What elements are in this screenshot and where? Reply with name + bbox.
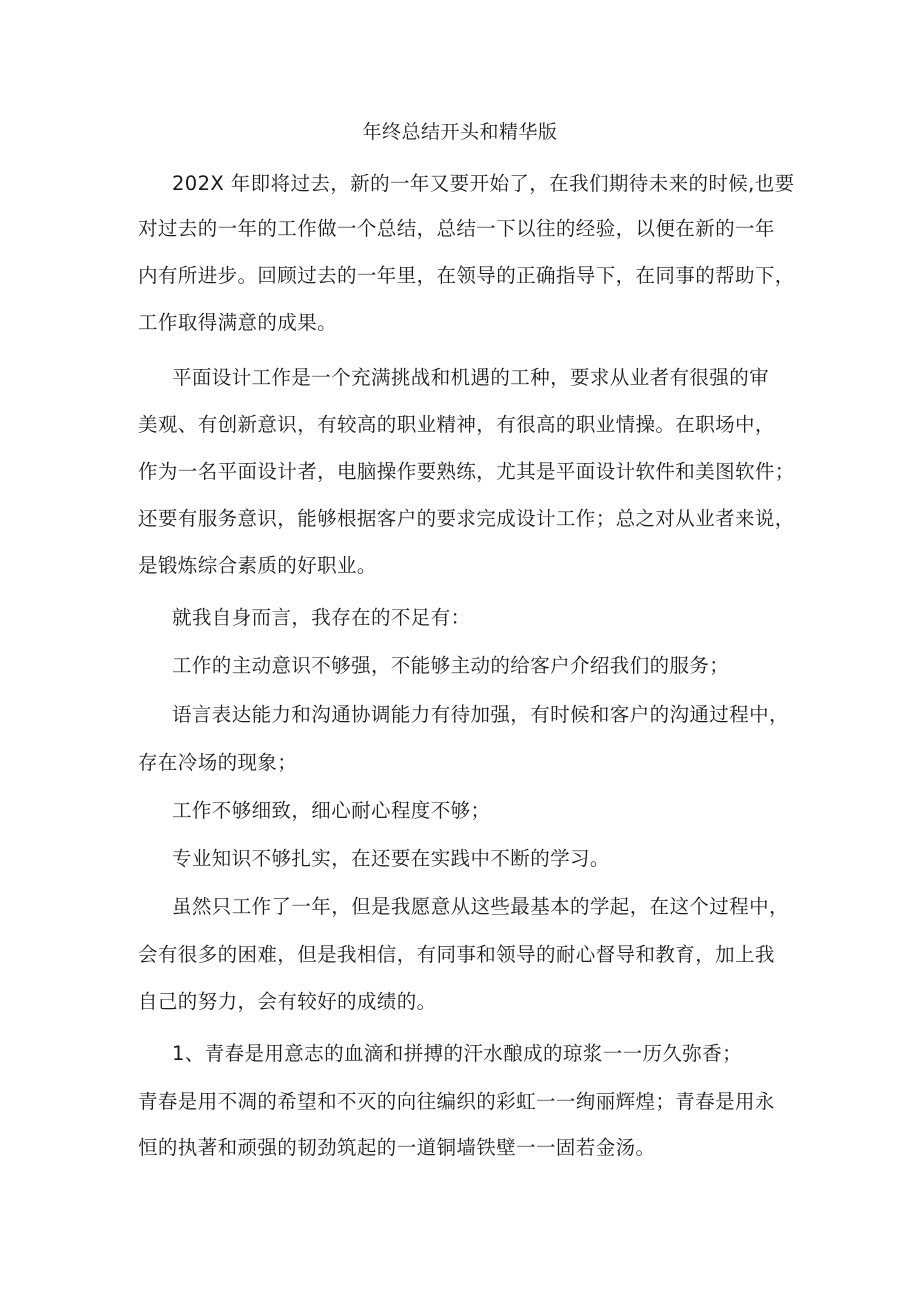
paragraph-line: 虽然只工作了一年，但是我愿意从这些最基本的学起，在这个过程中， bbox=[172, 895, 789, 918]
paragraph-line: 202X 年即将过去，新的一年又要开始了，在我们期待未来的时候,也要 bbox=[172, 172, 795, 195]
paragraph-line: 就我自身而言，我存在的不足有： bbox=[172, 606, 471, 629]
paragraph-line: 青春是用不凋的希望和不灭的向往编织的彩虹一一绚丽辉煌；青春是用永 bbox=[138, 1090, 775, 1113]
paragraph-line: 内有所进步。回顾过去的一年里，在领导的正确指导下，在同事的帮助下， bbox=[138, 264, 795, 287]
paragraph-line: 美观、有创新意识，有较高的职业精神，有很高的职业情操。在职场中， bbox=[138, 413, 775, 436]
paragraph-line: 平面设计工作是一个充满挑战和机遇的工种，要求从业者有很强的审 bbox=[172, 366, 770, 389]
paragraph-line: 会有很多的困难，但是我相信，有同事和领导的耐心督导和教育，加上我 bbox=[138, 943, 775, 966]
paragraph-line: 语言表达能力和沟通协调能力有待加强，有时候和客户的沟通过程中， bbox=[172, 703, 789, 726]
paragraph-line: 还要有服务意识，能够根据客户的要求完成设计工作；总之对从业者来说， bbox=[138, 507, 795, 530]
paragraph-line: 自己的努力，会有较好的成绩的。 bbox=[138, 990, 437, 1013]
paragraph-line: 是锻炼综合素质的好职业。 bbox=[138, 554, 377, 577]
paragraph-line: 存在冷场的现象； bbox=[138, 751, 298, 774]
paragraph-line: 工作的主动意识不够强，不能够主动的给客户介绍我们的服务； bbox=[172, 654, 730, 677]
paragraph-line: 专业知识不够扎实，在还要在实践中不断的学习。 bbox=[172, 847, 610, 870]
paragraph-line: 工作不够细致，细心耐心程度不够； bbox=[172, 799, 491, 822]
paragraph-line: 对过去的一年的工作做一个总结，总结一下以往的经验，以便在新的一年 bbox=[138, 217, 775, 240]
paragraph-line: 工作取得满意的成果。 bbox=[138, 311, 338, 334]
paragraph-line: 恒的执著和顽强的韧劲筑起的一道铜墙铁壁一一固若金汤。 bbox=[138, 1136, 656, 1159]
paragraph-line: 1、青春是用意志的血滴和拼搏的汗水酿成的琼浆一一历久弥香； bbox=[172, 1042, 743, 1065]
paragraph-line: 作为一名平面设计者，电脑操作要熟练，尤其是平面设计软件和美图软件； bbox=[138, 460, 795, 483]
document-title: 年终总结开头和精华版 bbox=[362, 121, 558, 143]
